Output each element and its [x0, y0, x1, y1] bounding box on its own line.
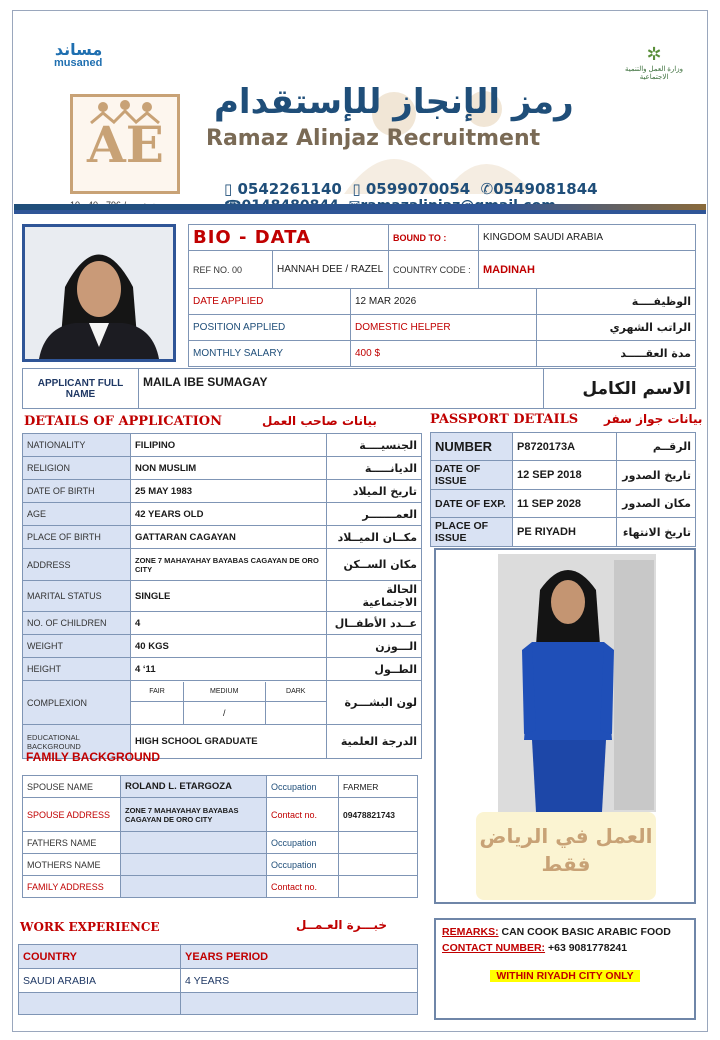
detail-arabic: العمـــــــر: [327, 503, 422, 526]
family-table: [22, 775, 418, 898]
complexion-medium: MEDIUM: [183, 682, 265, 702]
contact-label: CONTACT NUMBER:: [442, 942, 546, 954]
position-value: DOMESTIC HELPER: [351, 315, 537, 341]
family-sub-label: Occupation: [267, 776, 339, 798]
family-label: MOTHERS NAME: [23, 854, 121, 876]
detail-arabic: الحالة الاجتماعية: [327, 581, 422, 612]
education-value: HIGH SCHOOL GRADUATE: [131, 725, 327, 759]
letterhead: [14, 14, 706, 214]
whatsapp-number: 0549081844: [493, 180, 598, 198]
details-table: [22, 433, 422, 759]
musaned-english: musaned: [54, 57, 103, 69]
position-label: POSITION APPLIED: [189, 315, 351, 341]
detail-value: 25 MAY 1983: [131, 480, 327, 503]
detail-arabic: الجنسيــــة: [327, 434, 422, 457]
work-empty-cell: [181, 993, 418, 1015]
work-country: SAUDI ARABIA: [19, 969, 181, 993]
family-label: FATHERS NAME: [23, 832, 121, 854]
remarks-box: [434, 918, 696, 1020]
passport-arabic: مكان الصدور: [617, 490, 696, 518]
family-value: [121, 832, 267, 854]
detail-row: [23, 480, 422, 503]
passport-row: [431, 433, 696, 461]
family-label: SPOUSE NAME: [23, 776, 121, 798]
header-band: [14, 204, 706, 214]
salary-value: 400 $: [351, 341, 537, 367]
date-applied-label: DATE APPLIED: [189, 289, 351, 315]
detail-value: ZONE 7 MAHAYAHAY BAYABAS CAGAYAN DE ORO CITY: [131, 549, 327, 581]
musaned-logo: [54, 40, 102, 69]
riyadh-note: WITHIN RIYADH CITY ONLY: [490, 970, 640, 982]
work-years-header: YEARS PERIOD: [181, 945, 418, 969]
detail-value: NON MUSLIM: [131, 457, 327, 480]
family-label: FAMILY ADDRESS: [23, 876, 121, 898]
palm-icon: ✲: [646, 44, 662, 64]
phone-2: 0599070054: [365, 180, 471, 198]
detail-label: MARITAL STATUS: [23, 581, 131, 612]
passport-value: PE RIYADH: [513, 518, 617, 547]
ministry-logo: [614, 44, 694, 81]
passport-label: NUMBER: [431, 433, 513, 461]
detail-value: 42 YEARS OLD: [131, 503, 327, 526]
detail-label: NO. OF CHILDREN: [23, 612, 131, 635]
remarks-line: [442, 926, 688, 938]
bound-to-label: BOUND TO :: [389, 225, 479, 251]
salary-arabic: مدة العقـــــد: [537, 341, 696, 367]
salary-label: MONTHLY SALARY: [189, 341, 351, 367]
family-sub-value: [339, 876, 418, 898]
passport-heading-arabic: بيانات جواز سفر: [604, 412, 703, 426]
family-value: ZONE 7 MAHAYAHAY BAYABAS CAGAYAN DE ORO CITY: [121, 798, 267, 832]
detail-value: GATTARAN CAGAYAN: [131, 526, 327, 549]
country-code-label: COUNTRY CODE :: [389, 251, 479, 289]
family-sub-value: [339, 854, 418, 876]
application-summary-table: [188, 288, 696, 367]
work-years: 4 YEARS: [181, 969, 418, 993]
detail-label: DATE OF BIRTH: [23, 480, 131, 503]
agency-logo: [70, 94, 180, 194]
detail-row: [23, 457, 422, 480]
family-row: [23, 798, 418, 832]
complexion-dark: DARK: [265, 682, 326, 702]
detail-label: HEIGHT: [23, 658, 131, 681]
complexion-mark: /: [183, 702, 265, 724]
passport-arabic: تاريخ الانتهاء: [617, 518, 696, 547]
riyadh-only-overlay: العمل في الرياض فقط: [476, 812, 656, 900]
contact-line: [442, 942, 688, 954]
phone-1: 0542261140: [237, 180, 342, 198]
education-arabic: الدرجة العلمية: [327, 725, 422, 759]
detail-arabic: الديانـــــة: [327, 457, 422, 480]
education-label: EDUCATIONAL BACKGROUND: [23, 725, 131, 759]
family-heading: FAMILY BACKGROUND: [26, 750, 161, 764]
passport-table: [430, 432, 696, 547]
family-sub-label: Occupation: [267, 854, 339, 876]
detail-row: [23, 658, 422, 681]
family-sub-value: 09478821743: [339, 798, 418, 832]
bio-header-table: [188, 224, 696, 289]
work-table: [18, 944, 418, 1015]
detail-label: AGE: [23, 503, 131, 526]
applicant-full-photo: [434, 548, 696, 904]
applicant-name-value: MAILA IBE SUMAGAY: [139, 369, 544, 409]
applicant-name-label: APPLICANT FULL NAME: [23, 369, 139, 409]
family-row: [23, 876, 418, 898]
date-applied-value: 12 MAR 2026: [351, 289, 537, 315]
detail-row: [23, 635, 422, 658]
country-code-value: MADINAH: [479, 251, 696, 289]
family-label: SPOUSE ADDRESS: [23, 798, 121, 832]
detail-label: WEIGHT: [23, 635, 131, 658]
date-applied-arabic: الوظيفــــة: [537, 289, 696, 315]
detail-row: [23, 581, 422, 612]
position-arabic: الراتب الشهري: [537, 315, 696, 341]
family-sub-label: Occupation: [267, 832, 339, 854]
detail-value: 4 ‘11: [131, 658, 327, 681]
work-country-header: COUNTRY: [19, 945, 181, 969]
detail-label: NATIONALITY: [23, 434, 131, 457]
details-heading-arabic: بيانات صاحب العمل: [262, 414, 377, 428]
detail-value: SINGLE: [131, 581, 327, 612]
family-value: [121, 854, 267, 876]
logo-letters: AE: [87, 115, 164, 174]
passport-arabic: تاريخ الصدور: [617, 461, 696, 490]
family-row: [23, 832, 418, 854]
applicant-portrait: [22, 224, 176, 362]
detail-label: ADDRESS: [23, 549, 131, 581]
complexion-cell: [131, 681, 327, 725]
family-sub-label: Contact no.: [267, 798, 339, 832]
passport-label: DATE OF EXP.: [431, 490, 513, 518]
passport-row: [431, 518, 696, 547]
passport-arabic: الرقــم: [617, 433, 696, 461]
detail-row: [23, 526, 422, 549]
agency-arabic-name: رمز الإنجاز للإستقدام: [214, 82, 574, 122]
bio-data-title: BIO - DATA: [189, 225, 389, 251]
work-heading: WORK EXPERIENCE: [20, 920, 160, 934]
detail-value: FILIPINO: [131, 434, 327, 457]
family-value: ROLAND L. ETARGOZA: [121, 776, 267, 798]
complexion-arabic: لون البشـــرة: [327, 681, 422, 725]
mobile-icon: ▯: [352, 180, 361, 198]
passport-row: [431, 461, 696, 490]
detail-arabic: الطــول: [327, 658, 422, 681]
complexion-label: COMPLEXION: [23, 681, 131, 725]
passport-row: [431, 490, 696, 518]
work-empty-cell: [19, 993, 181, 1015]
passport-heading: PASSPORT DETAILS: [430, 412, 579, 427]
passport-label: PLACE OF ISSUE: [431, 518, 513, 547]
details-heading: DETAILS OF APPLICATION: [24, 414, 222, 429]
musaned-arabic: مساند: [54, 40, 103, 59]
passport-value: 12 SEP 2018: [513, 461, 617, 490]
family-value: [121, 876, 267, 898]
complexion-fair: FAIR: [131, 682, 183, 702]
detail-arabic: عــدد الأطفــال: [327, 612, 422, 635]
family-row: [23, 776, 418, 798]
phone-line: [224, 180, 598, 198]
applicant-name-arabic: الاسم الكامل: [544, 369, 696, 409]
passport-label: DATE OF ISSUE: [431, 461, 513, 490]
ref-label: REF NO. 00: [189, 251, 273, 289]
detail-row: [23, 503, 422, 526]
detail-row: [23, 549, 422, 581]
ref-value: HANNAH DEE / RAZEL: [273, 251, 389, 289]
detail-label: RELIGION: [23, 457, 131, 480]
contact-value: +63 9081778241: [547, 942, 628, 954]
detail-arabic: الـــوزن: [327, 635, 422, 658]
remarks-value: CAN COOK BASIC ARABIC FOOD: [501, 926, 671, 938]
family-sub-label: Contact no.: [267, 876, 339, 898]
detail-value: 4: [131, 612, 327, 635]
agency-english-name: Ramaz Alinjaz Recruitment: [206, 126, 541, 151]
work-row: [19, 969, 418, 993]
portrait-image: [25, 227, 173, 359]
family-sub-value: [339, 832, 418, 854]
whatsapp-icon: ✆: [480, 180, 494, 198]
detail-arabic: مكــان الميــلاد: [327, 526, 422, 549]
work-heading-arabic: خبـــرة العـمــل: [296, 918, 388, 932]
detail-label: PLACE OF BIRTH: [23, 526, 131, 549]
detail-arabic: مكان الســكن: [327, 549, 422, 581]
passport-value: P8720173A: [513, 433, 617, 461]
passport-value: 11 SEP 2028: [513, 490, 617, 518]
family-sub-value: FARMER: [339, 776, 418, 798]
detail-arabic: تاريخ الميلاد: [327, 480, 422, 503]
remarks-label: REMARKS:: [442, 926, 499, 938]
ministry-text: وزارة العمل والتنمية الاجتماعية: [624, 66, 684, 81]
mobile-icon: ▯: [224, 180, 233, 198]
detail-row: [23, 612, 422, 635]
detail-row: [23, 434, 422, 457]
applicant-name-table: [22, 368, 696, 409]
bound-to-value: KINGDOM SAUDI ARABIA: [479, 225, 696, 251]
detail-value: 40 KGS: [131, 635, 327, 658]
family-row: [23, 854, 418, 876]
